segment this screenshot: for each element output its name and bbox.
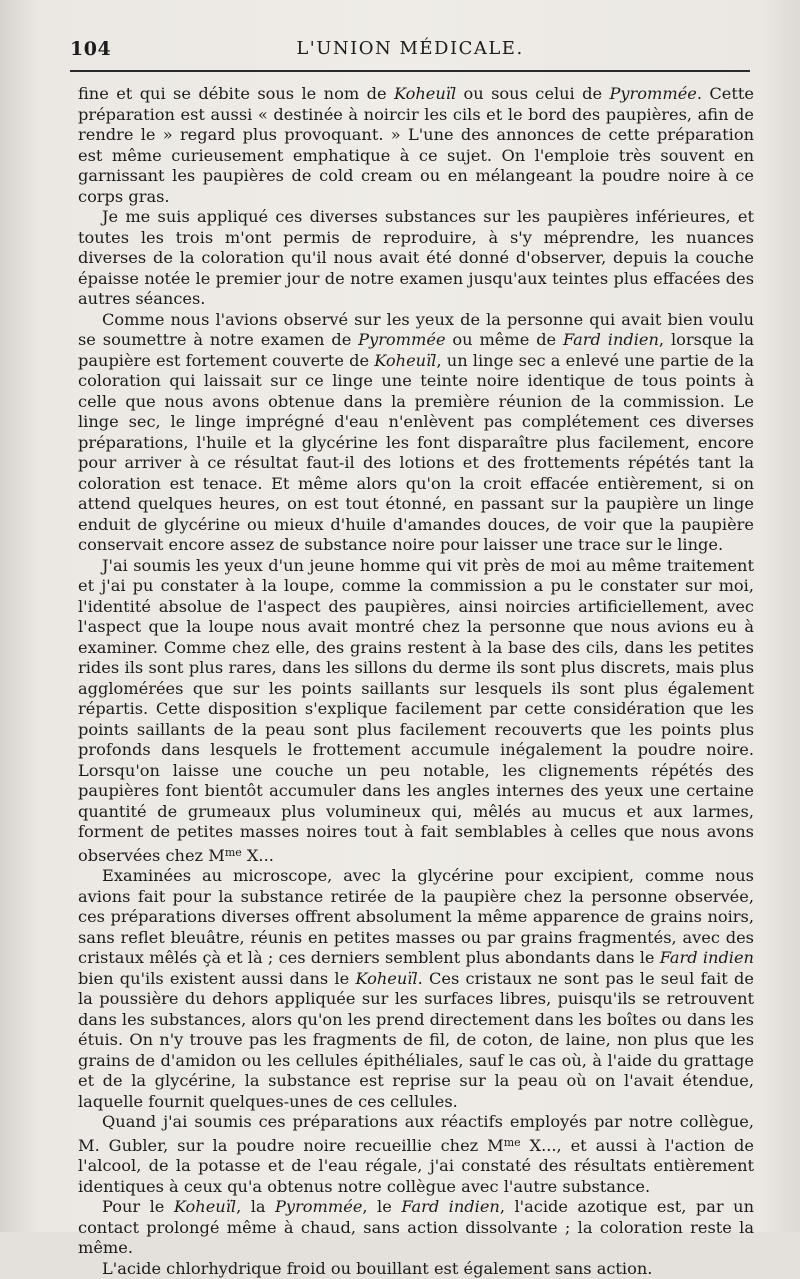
paragraph [78, 207, 754, 310]
italic-term: Fard indien [563, 330, 659, 349]
page-number: 104 [70, 38, 111, 60]
text-run: fine et qui se débite sous le nom de [78, 84, 394, 103]
body-text [78, 84, 754, 1279]
text-run: , lorsque la paupière est fortement couverte de [78, 330, 754, 370]
paragraph [78, 1112, 754, 1197]
italic-term: Fard indien [401, 1197, 500, 1216]
text-run: ou sous celui de [456, 84, 609, 103]
italic-term: Koheuïl [174, 1197, 236, 1216]
text-run: ou même de [446, 330, 563, 349]
superscript: me [225, 846, 242, 859]
paragraph [78, 866, 754, 1112]
text-run: X..., et aussi à l'action de l'alcool, de la potasse et de l'eau régale, j'ai constaté des résultats entièrement identiques à ceux qu'a obtenus notre collègue avec l'autre substance. [78, 1136, 754, 1196]
text-run: Quand j'ai soumis ces préparations aux réactifs employés par notre collègue, M. Gubler, sur la poudre noire recueillie chez M [78, 1112, 754, 1155]
italic-term: Pyrommée [275, 1197, 362, 1216]
text-run: Comme nous l'avions observé sur les yeux de la personne qui avait bien voulu se soumettre à notre examen de [78, 310, 754, 350]
italic-term: Koheuïl [355, 969, 417, 988]
running-title: L'UNION MÉDICALE. [70, 38, 750, 59]
paragraph [78, 1259, 754, 1279]
text-run: . Ces cristaux ne sont pas le seul fait de la poussière du dehors appliquée sur les surfaces libres, puisqu'ils se retrouvent dans les substances, alors qu'on les prend directement dans les boîtes ou dans les étuis. On n'y trouve pas les fragments de fil, de coton, de laine, non plus que les grains de d'amidon ou les cellules épithéliales, sauf le cas où, à l'aide du grattage et de la glycérine, la substance est reprise sur la peau où on l'avait étendue, laquelle fournit quelques-unes de ces cellules. [78, 969, 754, 1111]
text-run: , le [362, 1197, 401, 1216]
paragraph [78, 310, 754, 556]
page-header [70, 36, 750, 62]
italic-term: Koheuïl [374, 351, 436, 370]
text-run: Je me suis appliqué ces diverses substances sur les paupières inférieures, et toutes les trois m'ont permis de reproduire, à s'y méprendre, les nuances diverses de la coloration qu'il nous avait été donné d'observer, depuis la couche épaisse notée le premier jour de notre examen jusqu'aux teintes plus effacées des autres séances. [78, 207, 754, 308]
text-run: J'ai soumis les yeux d'un jeune homme qui vit près de moi au même traitement et j'ai pu constater à la loupe, comme la commission a pu le constater sur moi, l'identité absolue de l'aspect des paupières, ainsi noircies artificiellement, avec l'aspect que la loupe nous avait montré chez la personne que nous avions eu à examiner. Comme chez elle, des grains restent à la base des cils, dans les petites rides ils sont plus rares, dans les sillons du derme ils sont plus discrets, mais plus agglomérées que sur les points saillants sur lesquels ils sont plus également répartis. Cette disposition s'explique facilement par cette considération que les points saillants de la peau sont plus facilement recouverts que les points plus profonds dans lesquels le frottement accumule inégalement la poudre noire. Lorsqu'on laisse une couche un peu notable, les clignements répétés des paupières font bientôt accumuler dans les angles internes des yeux une certaine quantité de grumeaux plus volumineux qui, mêlés au mucus et aux larmes, forment de petites masses noires tout à fait semblables à celles que nous avons observées chez M [78, 556, 754, 865]
text-run: Pour le [102, 1197, 174, 1216]
text-run: Examinées au microscope, avec la glycérine pour excipient, comme nous avions fait pour la substance retirée de la paupière chez la personne observée, ces préparations diverses offrent absolument la même apparence de grains noirs, sans reflet bleuâtre, réunis en petites masses ou par grains fragmentés, avec des cristaux mêlés çà et là ; ces derniers semblent plus abondants dans le [78, 866, 754, 967]
text-run: , la [236, 1197, 275, 1216]
italic-term: Koheuïl [394, 84, 456, 103]
paragraph [78, 556, 754, 867]
text-run: X... [242, 846, 274, 865]
text-run: L'acide chlorhydrique froid ou bouillant est également sans action. [102, 1259, 652, 1278]
text-run: , l'acide azotique est, par un contact prolongé même à chaud, sans action dissolvante ; la coloration reste la même. [78, 1197, 754, 1257]
text-run: bien qu'ils existent aussi dans le [78, 969, 355, 988]
paragraph [78, 1197, 754, 1259]
italic-term: Pyrommée [609, 84, 696, 103]
italic-term: Pyrommée [358, 330, 445, 349]
text-run: , un linge sec a enlevé une partie de la coloration qui laissait sur ce linge une teinte noire identique de tous points à celle que nous avons obtenue dans la première réunion de la commission. Le linge sec, le linge imprégné d'eau n'enlèvent pas complétement ces diverses préparations, l'huile et la glycérine les font disparaître plus facilement, encore pour arriver à ce résultat faut-il des lotions et des frottements répétés tant la coloration est tenace. Et même alors qu'on la croit effacée entièrement, si on attend quelques heures, on est tout étonné, en passant sur la paupière un linge enduit de glycérine ou mieux d'huile d'amandes douces, de voir que la paupière conservait encore assez de substance noire pour laisser une trace sur le linge. [78, 351, 754, 555]
superscript: me [504, 1136, 521, 1149]
paragraph [78, 84, 754, 207]
header-rule [70, 70, 750, 72]
italic-term: Fard indien [660, 948, 754, 967]
text-run: . Cette préparation est aussi « destinée à noircir les cils et le bord des paupières, afin de rendre le » regard plus provoquant. » L'une des annonces de cette préparation est même curieusement emphatique à ce sujet. On l'emploie très souvent en garnissant les paupières de cold cream ou en mélangeant la poudre noire à ce corps gras. [78, 84, 754, 206]
